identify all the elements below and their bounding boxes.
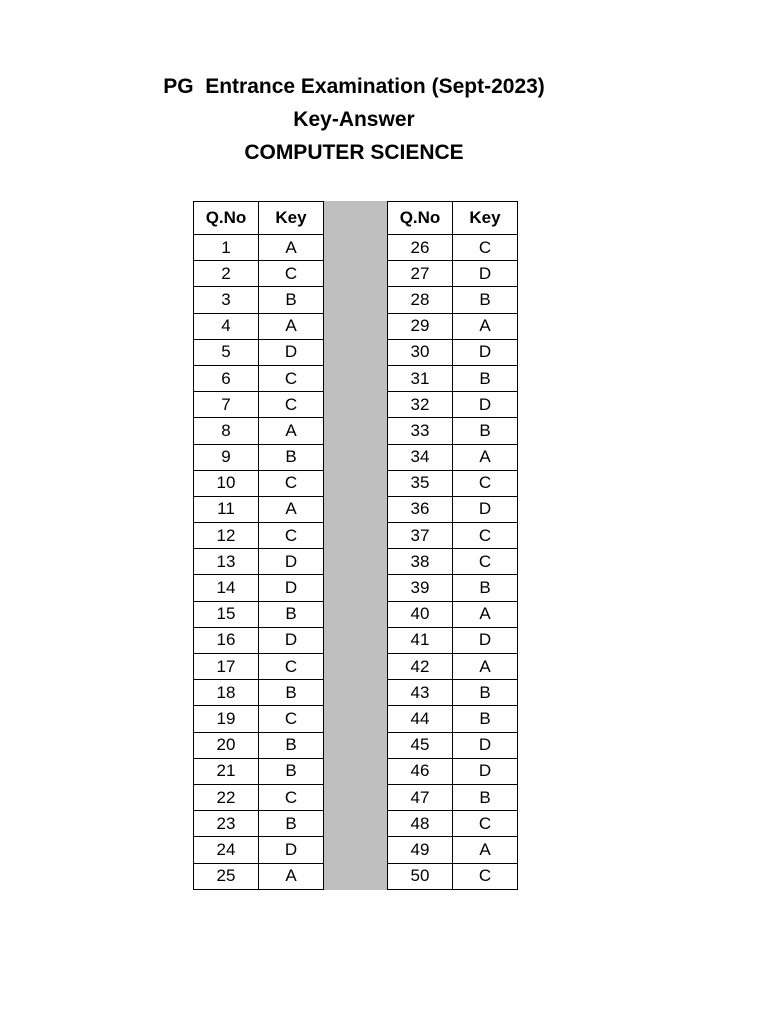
answer-key-cell: A	[259, 313, 324, 339]
table-row	[388, 235, 518, 261]
question-number-cell: 10	[194, 470, 259, 496]
question-number-cell: 25	[194, 863, 259, 889]
answer-key-cell: D	[453, 627, 518, 653]
answer-key-cell: D	[259, 837, 324, 863]
document-title	[0, 70, 708, 169]
table-row	[388, 680, 518, 706]
answer-key-cell: B	[259, 444, 324, 470]
question-number-cell: 24	[194, 837, 259, 863]
question-number-cell: 6	[194, 365, 259, 391]
table-row	[194, 496, 324, 522]
answer-key-cell: C	[259, 470, 324, 496]
table-row	[194, 365, 324, 391]
question-number-cell: 42	[388, 654, 453, 680]
table-row	[194, 444, 324, 470]
answer-key-cell: B	[259, 601, 324, 627]
answer-key-cell: D	[453, 496, 518, 522]
question-number-cell: 39	[388, 575, 453, 601]
table-row	[388, 470, 518, 496]
answer-key-cell: C	[259, 392, 324, 418]
table-row	[388, 261, 518, 287]
subject-heading: COMPUTER SCIENCE	[244, 141, 464, 164]
table-row	[194, 784, 324, 810]
answer-key-cell: D	[453, 392, 518, 418]
question-number-cell: 22	[194, 784, 259, 810]
answer-key-cell: B	[259, 680, 324, 706]
table-row	[388, 313, 518, 339]
answer-key-cell: A	[453, 313, 518, 339]
question-number-cell: 19	[194, 706, 259, 732]
answer-key-cell: D	[259, 549, 324, 575]
table-row	[194, 706, 324, 732]
table-row	[388, 601, 518, 627]
question-number-cell: 40	[388, 601, 453, 627]
table-row	[194, 470, 324, 496]
answer-key-cell: D	[453, 261, 518, 287]
question-number-cell: 2	[194, 261, 259, 287]
answer-key-cell: B	[453, 680, 518, 706]
table-row	[388, 575, 518, 601]
table-row	[194, 313, 324, 339]
answer-key-cell: B	[259, 811, 324, 837]
answer-key-cell: C	[259, 654, 324, 680]
table-row	[194, 575, 324, 601]
table-row	[388, 523, 518, 549]
table-row	[194, 680, 324, 706]
answer-key-cell: C	[259, 365, 324, 391]
answer-key-cell: A	[259, 496, 324, 522]
qno-column-header: Q.No	[194, 202, 259, 235]
key-column-header: Key	[259, 202, 324, 235]
question-number-cell: 8	[194, 418, 259, 444]
table-row	[194, 758, 324, 784]
question-number-cell: 47	[388, 784, 453, 810]
exam-title: PG Entrance Examination (Sept-2023)	[163, 75, 545, 98]
table-row	[194, 261, 324, 287]
question-number-cell: 14	[194, 575, 259, 601]
table-row	[388, 496, 518, 522]
answer-key-cell: C	[453, 863, 518, 889]
answer-key-table	[193, 201, 518, 890]
question-number-cell: 27	[388, 261, 453, 287]
table-row	[194, 732, 324, 758]
answer-key-cell: D	[453, 758, 518, 784]
question-number-cell: 7	[194, 392, 259, 418]
table-header-row	[388, 202, 518, 235]
answer-key-cell: A	[259, 235, 324, 261]
answer-key-cell: D	[259, 575, 324, 601]
table-row	[388, 549, 518, 575]
table-row	[194, 235, 324, 261]
left-table-body	[194, 235, 324, 890]
answer-key-cell: C	[259, 261, 324, 287]
question-number-cell: 38	[388, 549, 453, 575]
table-row	[388, 837, 518, 863]
question-number-cell: 12	[194, 523, 259, 549]
answer-key-cell: B	[453, 706, 518, 732]
question-number-cell: 35	[388, 470, 453, 496]
table-row	[388, 392, 518, 418]
answer-key-cell: B	[453, 365, 518, 391]
table-row	[388, 732, 518, 758]
answer-key-cell: A	[453, 837, 518, 863]
answer-key-cell: B	[453, 418, 518, 444]
answer-key-cell: A	[453, 654, 518, 680]
table-row	[194, 863, 324, 889]
question-number-cell: 41	[388, 627, 453, 653]
question-number-cell: 11	[194, 496, 259, 522]
table-row	[388, 784, 518, 810]
table-row	[194, 601, 324, 627]
question-number-cell: 28	[388, 287, 453, 313]
table-row	[194, 418, 324, 444]
question-number-cell: 26	[388, 235, 453, 261]
question-number-cell: 9	[194, 444, 259, 470]
question-number-cell: 33	[388, 418, 453, 444]
answer-key-cell: B	[259, 287, 324, 313]
answer-key-cell: C	[259, 784, 324, 810]
answer-key-right-table	[387, 201, 518, 890]
question-number-cell: 36	[388, 496, 453, 522]
answer-key-cell: B	[259, 758, 324, 784]
table-row	[388, 811, 518, 837]
key-answer-heading: Key-Answer	[293, 108, 415, 131]
table-row	[194, 339, 324, 365]
answer-key-cell: C	[259, 523, 324, 549]
table-header-row	[194, 202, 324, 235]
table-row	[194, 287, 324, 313]
question-number-cell: 29	[388, 313, 453, 339]
table-row	[194, 392, 324, 418]
table-row	[388, 758, 518, 784]
question-number-cell: 46	[388, 758, 453, 784]
answer-key-cell: D	[259, 339, 324, 365]
table-row	[194, 627, 324, 653]
answer-key-cell: A	[259, 418, 324, 444]
answer-key-cell: C	[453, 470, 518, 496]
question-number-cell: 23	[194, 811, 259, 837]
table-row	[388, 339, 518, 365]
key-column-header: Key	[453, 202, 518, 235]
answer-key-cell: B	[453, 784, 518, 810]
table-row	[388, 287, 518, 313]
question-number-cell: 17	[194, 654, 259, 680]
answer-key-cell: B	[259, 732, 324, 758]
table-row	[194, 523, 324, 549]
question-number-cell: 34	[388, 444, 453, 470]
question-number-cell: 3	[194, 287, 259, 313]
table-row	[388, 627, 518, 653]
question-number-cell: 18	[194, 680, 259, 706]
answer-key-cell: A	[453, 601, 518, 627]
qno-column-header: Q.No	[388, 202, 453, 235]
answer-key-cell: C	[453, 549, 518, 575]
question-number-cell: 1	[194, 235, 259, 261]
table-row	[194, 654, 324, 680]
answer-key-cell: C	[259, 706, 324, 732]
answer-key-cell: C	[453, 235, 518, 261]
table-row	[388, 706, 518, 732]
question-number-cell: 37	[388, 523, 453, 549]
answer-key-cell: B	[453, 575, 518, 601]
answer-key-cell: A	[259, 863, 324, 889]
question-number-cell: 31	[388, 365, 453, 391]
shaded-separator-column	[323, 201, 387, 890]
table-row	[194, 837, 324, 863]
answer-key-cell: D	[259, 627, 324, 653]
question-number-cell: 21	[194, 758, 259, 784]
answer-key-cell: A	[453, 444, 518, 470]
question-number-cell: 50	[388, 863, 453, 889]
table-row	[388, 418, 518, 444]
table-row	[388, 654, 518, 680]
question-number-cell: 48	[388, 811, 453, 837]
answer-key-cell: C	[453, 523, 518, 549]
question-number-cell: 49	[388, 837, 453, 863]
table-row	[388, 863, 518, 889]
question-number-cell: 32	[388, 392, 453, 418]
answer-key-cell: B	[453, 287, 518, 313]
answer-key-cell: D	[453, 339, 518, 365]
question-number-cell: 44	[388, 706, 453, 732]
question-number-cell: 43	[388, 680, 453, 706]
table-row	[388, 444, 518, 470]
question-number-cell: 20	[194, 732, 259, 758]
answer-key-cell: D	[453, 732, 518, 758]
question-number-cell: 16	[194, 627, 259, 653]
answer-key-left-table	[193, 201, 324, 890]
question-number-cell: 15	[194, 601, 259, 627]
question-number-cell: 13	[194, 549, 259, 575]
question-number-cell: 45	[388, 732, 453, 758]
table-row	[388, 365, 518, 391]
answer-key-cell: C	[453, 811, 518, 837]
question-number-cell: 5	[194, 339, 259, 365]
table-row	[194, 811, 324, 837]
table-row	[194, 549, 324, 575]
right-table-body	[388, 235, 518, 890]
question-number-cell: 4	[194, 313, 259, 339]
question-number-cell: 30	[388, 339, 453, 365]
